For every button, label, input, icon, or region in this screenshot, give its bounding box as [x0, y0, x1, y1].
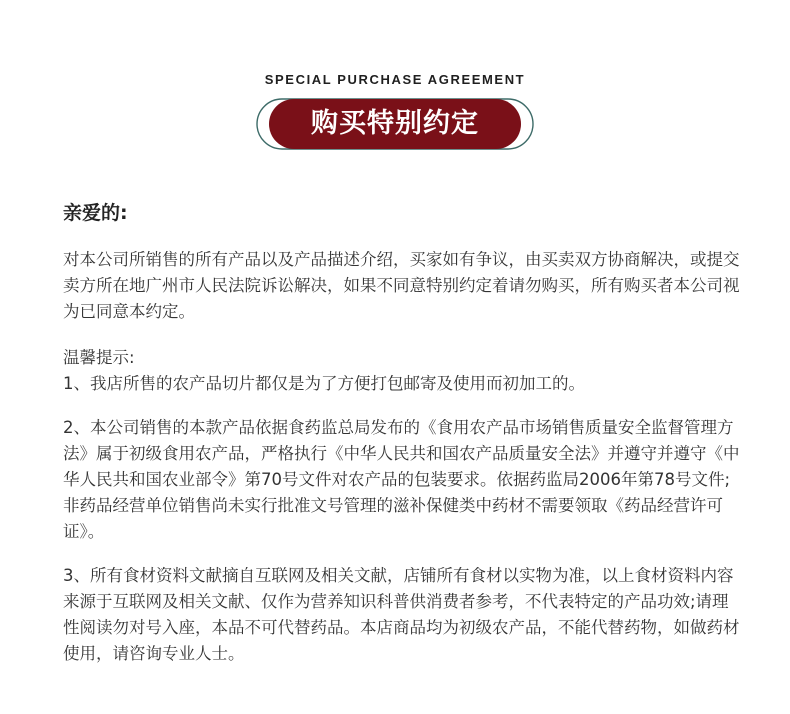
header-subtitle: SPECIAL PURCHASE AGREEMENT: [264, 72, 526, 87]
tip-item-3: 3、所有食材资料文献摘自互联网及相关文献，店铺所有食材以实物为准，以上食材资料内容来源于互联网及相关文献、仅作为营养知识科普供消费者参考，不代表特定的产品功效;请理性阅读勿对号入座，本品不可代替药品。本店商品均为初级农产品，不能代替药物，如做药材使用，请咨询专业人士。: [63, 566, 740, 663]
greeting: 亲爱的:: [63, 202, 128, 224]
tip-item-1: 1、我店所售的农产品切片都仅是为了方便打包邮寄及使用而初加工的。: [63, 374, 585, 393]
spacer: [63, 397, 743, 415]
title-badge: [255, 96, 535, 152]
intro-paragraph: 对本公司所销售的所有产品以及产品描述介绍，买家如有争议，由买卖双方协商解决，或提交卖方所在地广州市人民法院诉讼解决，如果不同意特别约定着请勿购买，所有购买者本公司视为已同意本约定。: [63, 250, 740, 321]
tips-heading: 温馨提示:: [63, 348, 135, 367]
agreement-body: [63, 199, 743, 667]
spacer: [63, 325, 743, 345]
tip-item-2: 2、本公司销售的本款产品依据食药监总局发布的《食用农产品市场销售质量安全监督管理方法》属于初级食用农产品，严格执行《中华人民共和国农产品质量安全法》并遵守并遵守《中华人民共和国农业部令》第70号文件对农产品的包装要求。依据药监局2006年第78号文件;非药品经营单位销售尚未实行批准文号管理的滋补保健类中药材不需要领取《药品经营许可证》。: [63, 418, 740, 541]
page-title: 购买特别约定: [311, 108, 479, 139]
spacer: [63, 545, 743, 563]
agreement-header: [0, 70, 790, 160]
